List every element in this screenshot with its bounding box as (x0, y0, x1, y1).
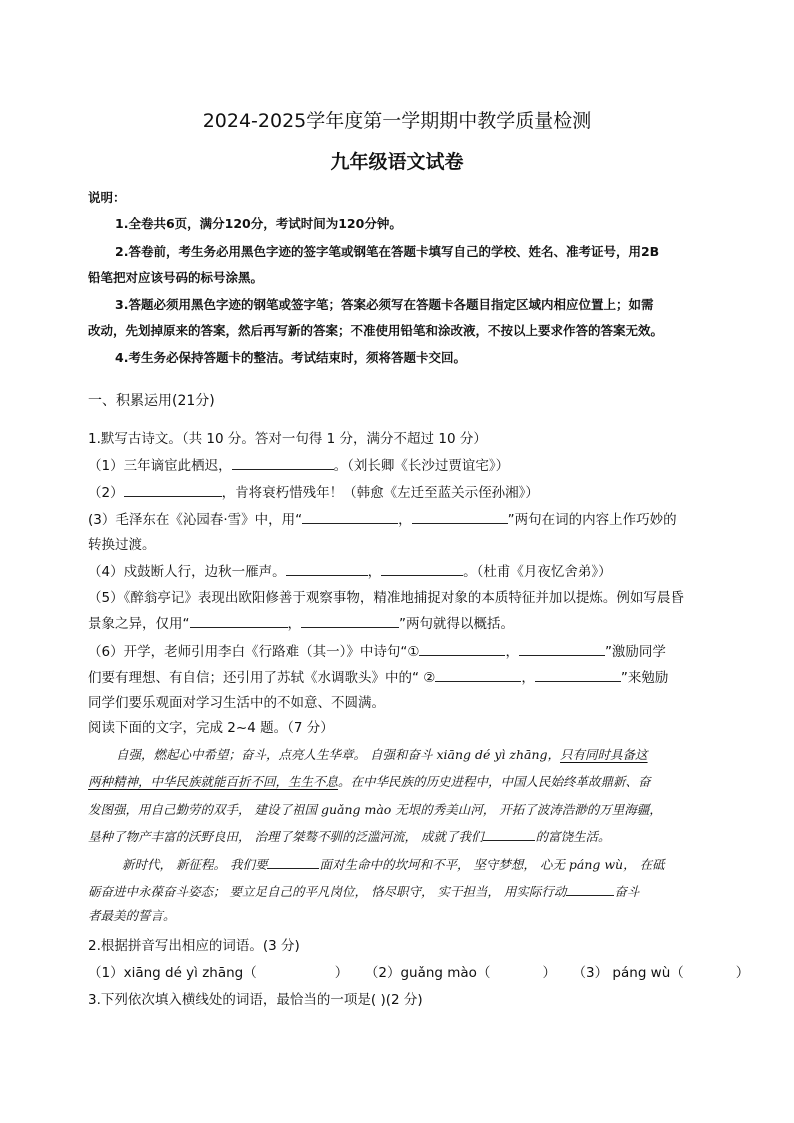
q1-part3 (88, 508, 677, 528)
answer-blank[interactable] (267, 854, 319, 869)
q1-part5-line1: （5）《醉翁亭记》表现出欧阳修善于观察事物，精准地捕捉对象的本质特征并加以提炼。例如写晨昏 (88, 590, 684, 606)
answer-blank[interactable] (301, 613, 399, 628)
answer-blank[interactable] (232, 455, 334, 470)
q1-part6-tail: ”激励同学 (604, 644, 666, 660)
passage-line4 (88, 826, 610, 845)
section-heading: 一、积累运用(21分) (88, 393, 215, 409)
answer-blank[interactable] (286, 561, 368, 576)
instruction-2-line1: 2.答卷前，考生务必用黑色字迹的签字笔或钢笔在答题卡填写自己的学校、姓名、准考证号，用2B (115, 244, 660, 259)
passage-text: 砺奋进中永葆奋斗姿态； 要立足自己的平凡岗位， 恪尽职守， 实干担当， 用实际行动 (88, 884, 567, 899)
answer-blank[interactable] (435, 667, 521, 682)
q1-part4 (88, 560, 612, 580)
q1-part6-line2 (88, 666, 668, 686)
answer-blank[interactable] (381, 561, 463, 576)
q1-part6-line3: 同学们要乐观面对学习生活中的不如意、不圆满。 (88, 695, 385, 711)
answer-blank[interactable] (190, 613, 288, 628)
passage-text: 的富饶生活。 (535, 829, 611, 844)
q1-part4-text: （4）戍鼓断人行，边秋一雁声。 (88, 564, 286, 580)
q1-part5-line2 (88, 612, 514, 632)
answer-blank[interactable] (419, 641, 505, 656)
passage-line5 (122, 854, 665, 873)
q1-stem: 1.默写古诗文。（共 10 分。答对一句得 1 分，满分不超过 10 分） (88, 431, 487, 447)
q1-part6-text2: 们要有理想、有自信；还引用了苏轼《水调歌头》中的“ ② (88, 670, 436, 686)
exam-subtitle: 九年级语文试卷 (330, 151, 464, 173)
q1-part6-text: （6）开学，老师引用李白《行路难（其一）》中诗句“① (88, 644, 420, 660)
q1-part4-source: 。（杜甫《月夜忆舍弟》） (463, 564, 612, 580)
passage-text: 。在中华民族的历史进程中，中国人民始终革故鼎新、奋 (338, 774, 651, 789)
passage-text: 自强，燃起心中希望；奋斗，点亮人生华章。 自强和奋斗 xiāng dé yì zhāng， (116, 747, 561, 762)
instruction-2-line2: 铅笔把对应该号码的标号涂黑。 (88, 270, 264, 285)
q1-part5-text: 景象之异，仅用“ (88, 616, 190, 632)
passage-line2 (88, 772, 651, 790)
q1-part3-text: (3）毛泽东在《沁园春·雪》中，用“ (88, 512, 303, 528)
q2-stem: 2.根据拼音写出相应的词语。(3 分) (88, 938, 300, 954)
paren-close: ） (542, 965, 556, 981)
paren-close: ） (735, 965, 750, 981)
comma: ， (367, 564, 382, 580)
passage-underlined: 只有同时具备这 (560, 747, 648, 762)
q1-part3-tail: ”两句在词的内容上作巧妙的 (507, 512, 677, 528)
q1-part5-tail: ”两句就得以概括。 (399, 616, 514, 632)
q1-part6-line1 (88, 640, 666, 660)
comma: ， (521, 670, 535, 686)
comma: ， (398, 512, 412, 528)
q1-part1-source: 。（刘长卿《长沙过贾谊宅》） (333, 458, 510, 474)
reading-intro: 阅读下面的文字，完成 2~4 题。（7 分） (88, 720, 334, 736)
passage-line1 (116, 745, 648, 763)
passage-text: 垦种了物产丰富的沃野良田， 治理了桀骜不驯的泛滥河流， 成就了我们 (88, 829, 484, 844)
q1-part1-text: （1）三年谪宦此栖迟， (88, 458, 232, 474)
instruction-1: 1.全卷共6页，满分120分，考试时间为120分钟。 (115, 216, 402, 231)
q1-part2-text: ，肯将衰朽惜残年！（韩愈《左迁至蓝关示侄孙湘》） (221, 485, 539, 501)
exam-title: 2024-2025学年度第一学期期中教学质量检测 (202, 110, 592, 132)
answer-blank[interactable] (535, 667, 621, 682)
q1-part3-line2: 转换过渡。 (88, 537, 156, 553)
passage-line6 (88, 881, 639, 900)
paren-close: ） (334, 965, 349, 981)
answer-blank[interactable] (566, 881, 614, 896)
q2-items (88, 961, 749, 981)
q1-part6-tail2: ”来勉励 (620, 670, 669, 686)
instruction-4: 4.考生务必保持答题卡的整洁。考试结束时，须将答题卡交回。 (115, 350, 466, 365)
q2-item2: （2）guǎng mào（ (364, 965, 491, 981)
answer-blank[interactable] (483, 826, 535, 841)
passage-text: 新时代， 新征程。 我们要 (122, 857, 268, 872)
instruction-3-line1: 3.答题必须用黑色字迹的钢笔或签字笔；答案必须写在答题卡各题目指定区域内相应位置上；如需 (115, 297, 654, 312)
q2-item1: （1）xiāng dé yì zhāng（ (88, 965, 257, 981)
comma: ， (287, 616, 301, 632)
passage-line3: 发图强，用自己勤劳的双手， 建设了祖国 guǎng mào 无垠的秀美山河， 开拓了波涛浩渺的万里海疆， (88, 802, 662, 817)
answer-blank[interactable] (519, 641, 605, 656)
instructions-label: 说明： (88, 190, 126, 205)
passage-underlined: 两种精神，中华民族就能百折不回，生生不息 (88, 774, 339, 789)
passage-line7: 者最美的誓言。 (88, 908, 176, 923)
instruction-3-line2: 改动，先划掉原来的答案，然后再写新的答案；不准使用铅笔和涂改液，不按以上要求作答的答案无效。 (88, 323, 664, 338)
q1-part2 (88, 481, 539, 501)
q3-stem: 3.下列依次填入横线处的词语，最恰当的一项是( )(2 分) (88, 992, 423, 1008)
passage-text: 奋斗 (614, 884, 640, 899)
q2-item3: （3） páng wù（ (572, 965, 684, 981)
answer-blank[interactable] (124, 482, 222, 497)
q1-part2-num: （2） (88, 485, 124, 501)
answer-blank[interactable] (302, 509, 398, 524)
answer-blank[interactable] (412, 509, 508, 524)
comma: ， (505, 644, 519, 660)
q1-part1 (88, 454, 509, 474)
passage-text: 面对生命中的坎坷和不平， 坚守梦想， 心无 páng wù， 在砥 (319, 857, 665, 872)
